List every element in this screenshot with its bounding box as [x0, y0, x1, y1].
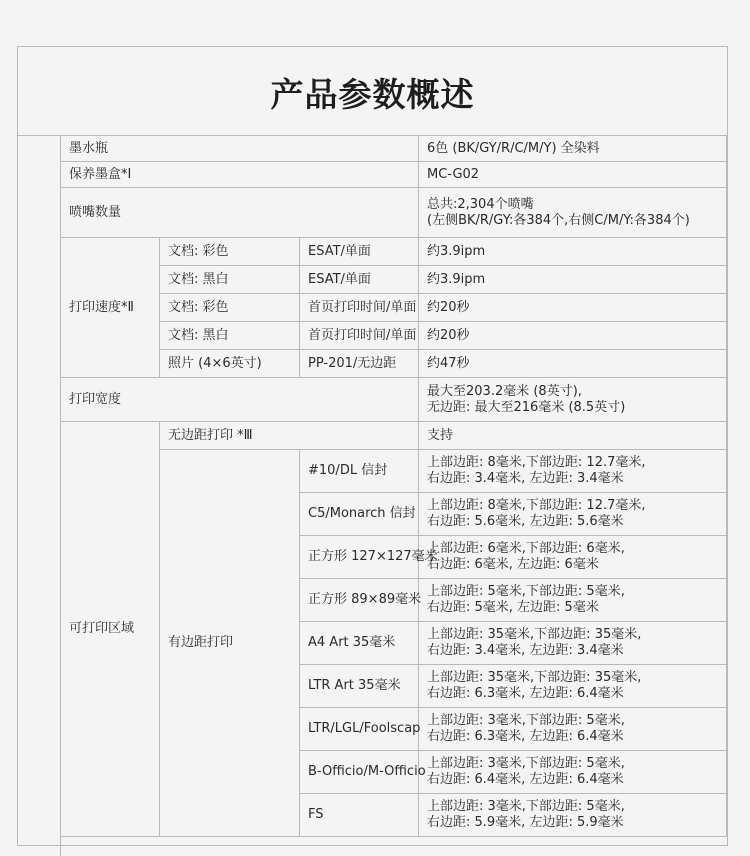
- speed-label: 打印速度*Ⅱ: [61, 238, 160, 378]
- ink-label: 墨水瓶: [61, 136, 419, 162]
- area-label: 可打印区域: [61, 422, 160, 837]
- media-name: C5/Monarch 信封: [300, 493, 419, 536]
- speed-setting: PP-201/无边距: [300, 350, 419, 378]
- title-band: [18, 47, 727, 136]
- lead-column: [18, 136, 61, 856]
- media-margins-line: 上部边距: 8毫米,下部边距: 12.7毫米,: [427, 498, 646, 513]
- media-margins: [419, 493, 727, 536]
- maint-label: 保养墨盒*Ⅰ: [61, 162, 419, 188]
- media-margins-line: 上部边距: 5毫米,下部边距: 5毫米,: [427, 584, 625, 599]
- media-margins-line: 上部边距: 3毫米,下部边距: 5毫米,: [427, 799, 625, 814]
- media-margins: [419, 622, 727, 665]
- spec-frame: [17, 46, 728, 846]
- borderless-label: 无边距打印 *Ⅲ: [160, 422, 419, 450]
- speed-value: 约20秒: [419, 322, 727, 350]
- speed-setting: 首页打印时间/单面: [300, 294, 419, 322]
- media-margins-line: 上部边距: 35毫米,下部边距: 35毫米,: [427, 670, 642, 685]
- media-margins: [419, 665, 727, 708]
- width-value: [419, 378, 727, 422]
- width-label: 打印宽度: [61, 378, 419, 422]
- media-margins-line: 右边距: 6毫米, 左边距: 6毫米: [427, 557, 599, 572]
- media-margins-line: 上部边距: 6毫米,下部边距: 6毫米,: [427, 541, 625, 556]
- media-margins-line: 右边距: 3.4毫米, 左边距: 3.4毫米: [427, 643, 624, 658]
- nozzle-value-line: (左侧BK/R/GY:各384个,右侧C/M/Y:各384个): [427, 212, 690, 228]
- nozzle-label: 喷嘴数量: [61, 188, 419, 238]
- nozzle-value-line: 总共:2,304个喷嘴: [427, 196, 534, 212]
- media-margins: [419, 708, 727, 751]
- media-name: 正方形 127×127毫米: [300, 536, 419, 579]
- media-margins-line: 右边距: 5毫米, 左边距: 5毫米: [427, 600, 599, 615]
- speed-setting: ESAT/单面: [300, 266, 419, 294]
- media-margins-line: 右边距: 5.6毫米, 左边距: 5.6毫米: [427, 514, 624, 529]
- media-margins-line: 上部边距: 3毫米,下部边距: 5毫米,: [427, 756, 625, 771]
- speed-value: 约47秒: [419, 350, 727, 378]
- speed-value: 约3.9ipm: [419, 266, 727, 294]
- nozzle-value: [419, 188, 727, 238]
- media-name: 正方形 89×89毫米: [300, 579, 419, 622]
- media-name: FS: [300, 794, 419, 837]
- speed-value: 约3.9ipm: [419, 238, 727, 266]
- speed-setting: 首页打印时间/单面: [300, 322, 419, 350]
- media-name: A4 Art 35毫米: [300, 622, 419, 665]
- speed-mode: 文档: 黑白: [160, 322, 300, 350]
- page-title: 产品参数概述: [270, 75, 475, 114]
- media-margins-line: 上部边距: 8毫米,下部边距: 12.7毫米,: [427, 455, 646, 470]
- speed-value: 约20秒: [419, 294, 727, 322]
- media-margins-line: 上部边距: 35毫米,下部边距: 35毫米,: [427, 627, 642, 642]
- speed-mode: 照片 (4×6英寸): [160, 350, 300, 378]
- speed-setting: ESAT/单面: [300, 238, 419, 266]
- media-name: B-Officio/M-Officio: [300, 751, 419, 794]
- media-margins: [419, 751, 727, 794]
- media-margins-line: 右边距: 5.9毫米, 左边距: 5.9毫米: [427, 815, 624, 830]
- borderless-value: 支持: [419, 422, 727, 450]
- media-margins: [419, 450, 727, 493]
- media-margins: [419, 794, 727, 837]
- media-margins-line: 右边距: 3.4毫米, 左边距: 3.4毫米: [427, 471, 624, 486]
- media-margins-line: 右边距: 6.4毫米, 左边距: 6.4毫米: [427, 772, 624, 787]
- speed-mode: 文档: 彩色: [160, 238, 300, 266]
- speed-mode: 文档: 黑白: [160, 266, 300, 294]
- media-name: LTR/LGL/Foolscap: [300, 708, 419, 751]
- ink-value: 6色 (BK/GY/R/C/M/Y) 全染料: [419, 136, 727, 162]
- maint-value: MC-G02: [419, 162, 727, 188]
- width-value-line: 无边距: 最大至216毫米 (8.5英寸): [427, 399, 626, 415]
- width-value-line: 最大至203.2毫米 (8英寸),: [427, 383, 582, 399]
- media-margins-line: 右边距: 6.3毫米, 左边距: 6.4毫米: [427, 729, 624, 744]
- spec-table: [18, 136, 727, 856]
- media-margins-line: 上部边距: 3毫米,下部边距: 5毫米,: [427, 713, 625, 728]
- bordered-label: 有边距打印: [160, 450, 300, 837]
- speed-mode: 文档: 彩色: [160, 294, 300, 322]
- media-name: LTR Art 35毫米: [300, 665, 419, 708]
- media-margins: [419, 579, 727, 622]
- media-name: #10/DL 信封: [300, 450, 419, 493]
- media-margins-line: 右边距: 6.3毫米, 左边距: 6.4毫米: [427, 686, 624, 701]
- media-margins: [419, 536, 727, 579]
